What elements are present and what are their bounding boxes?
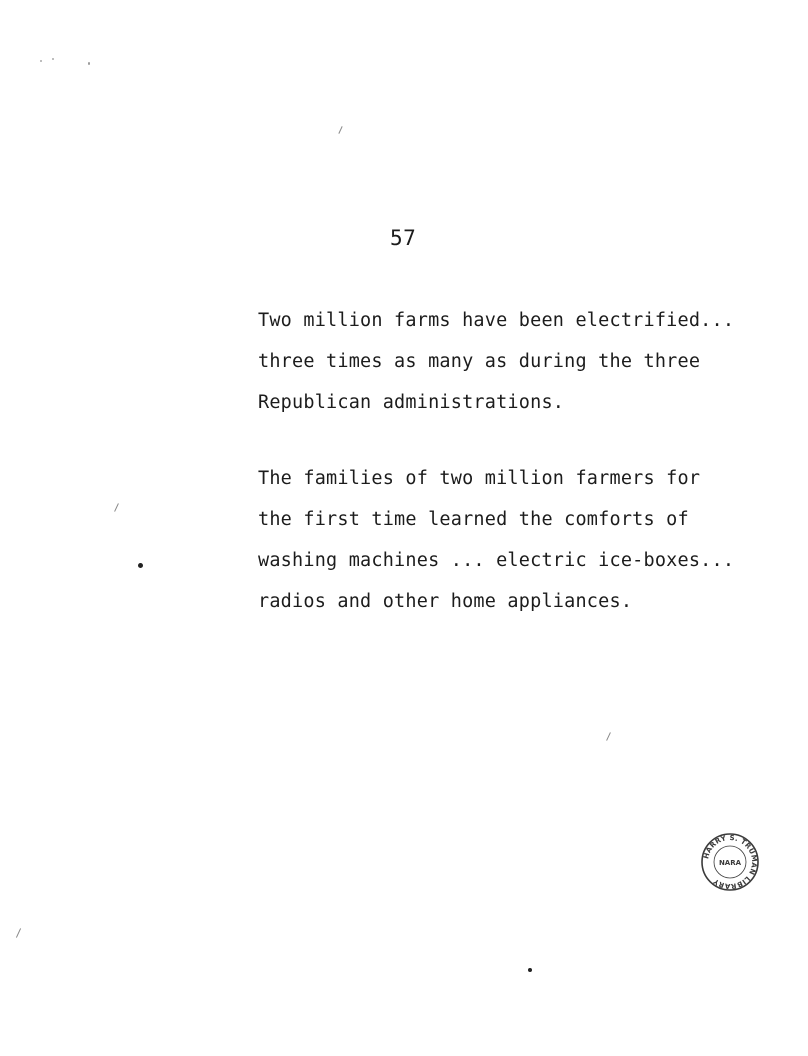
text-line: Two million farms have been electrified... xyxy=(258,310,735,331)
stamp-center-text: NARA xyxy=(718,859,742,867)
text-line: The families of two million farmers for xyxy=(258,468,701,489)
ink-speck xyxy=(88,62,90,65)
text-line: the first time learned the comforts of xyxy=(258,509,689,530)
text-line: washing machines ... electric ice-boxes... xyxy=(258,550,735,571)
ink-speck xyxy=(40,60,42,62)
stamp-ring-text: HARRY S. TRUMAN LIBRARY xyxy=(702,833,759,891)
paper-mark xyxy=(338,126,342,134)
ink-speck xyxy=(528,968,532,972)
paragraph-farm-families xyxy=(258,458,778,622)
ink-speck xyxy=(52,58,54,60)
paper-mark xyxy=(16,928,21,937)
library-stamp xyxy=(700,832,760,892)
paper-mark xyxy=(606,732,611,741)
ink-speck xyxy=(138,563,143,568)
paper-mark xyxy=(114,503,119,512)
text-line: Republican administrations. xyxy=(258,392,565,413)
text-line: three times as many as during the three xyxy=(258,351,701,372)
page-number: 57 xyxy=(390,226,417,250)
paragraph-farms-electrified xyxy=(258,300,778,423)
text-line: radios and other home appliances. xyxy=(258,591,633,612)
